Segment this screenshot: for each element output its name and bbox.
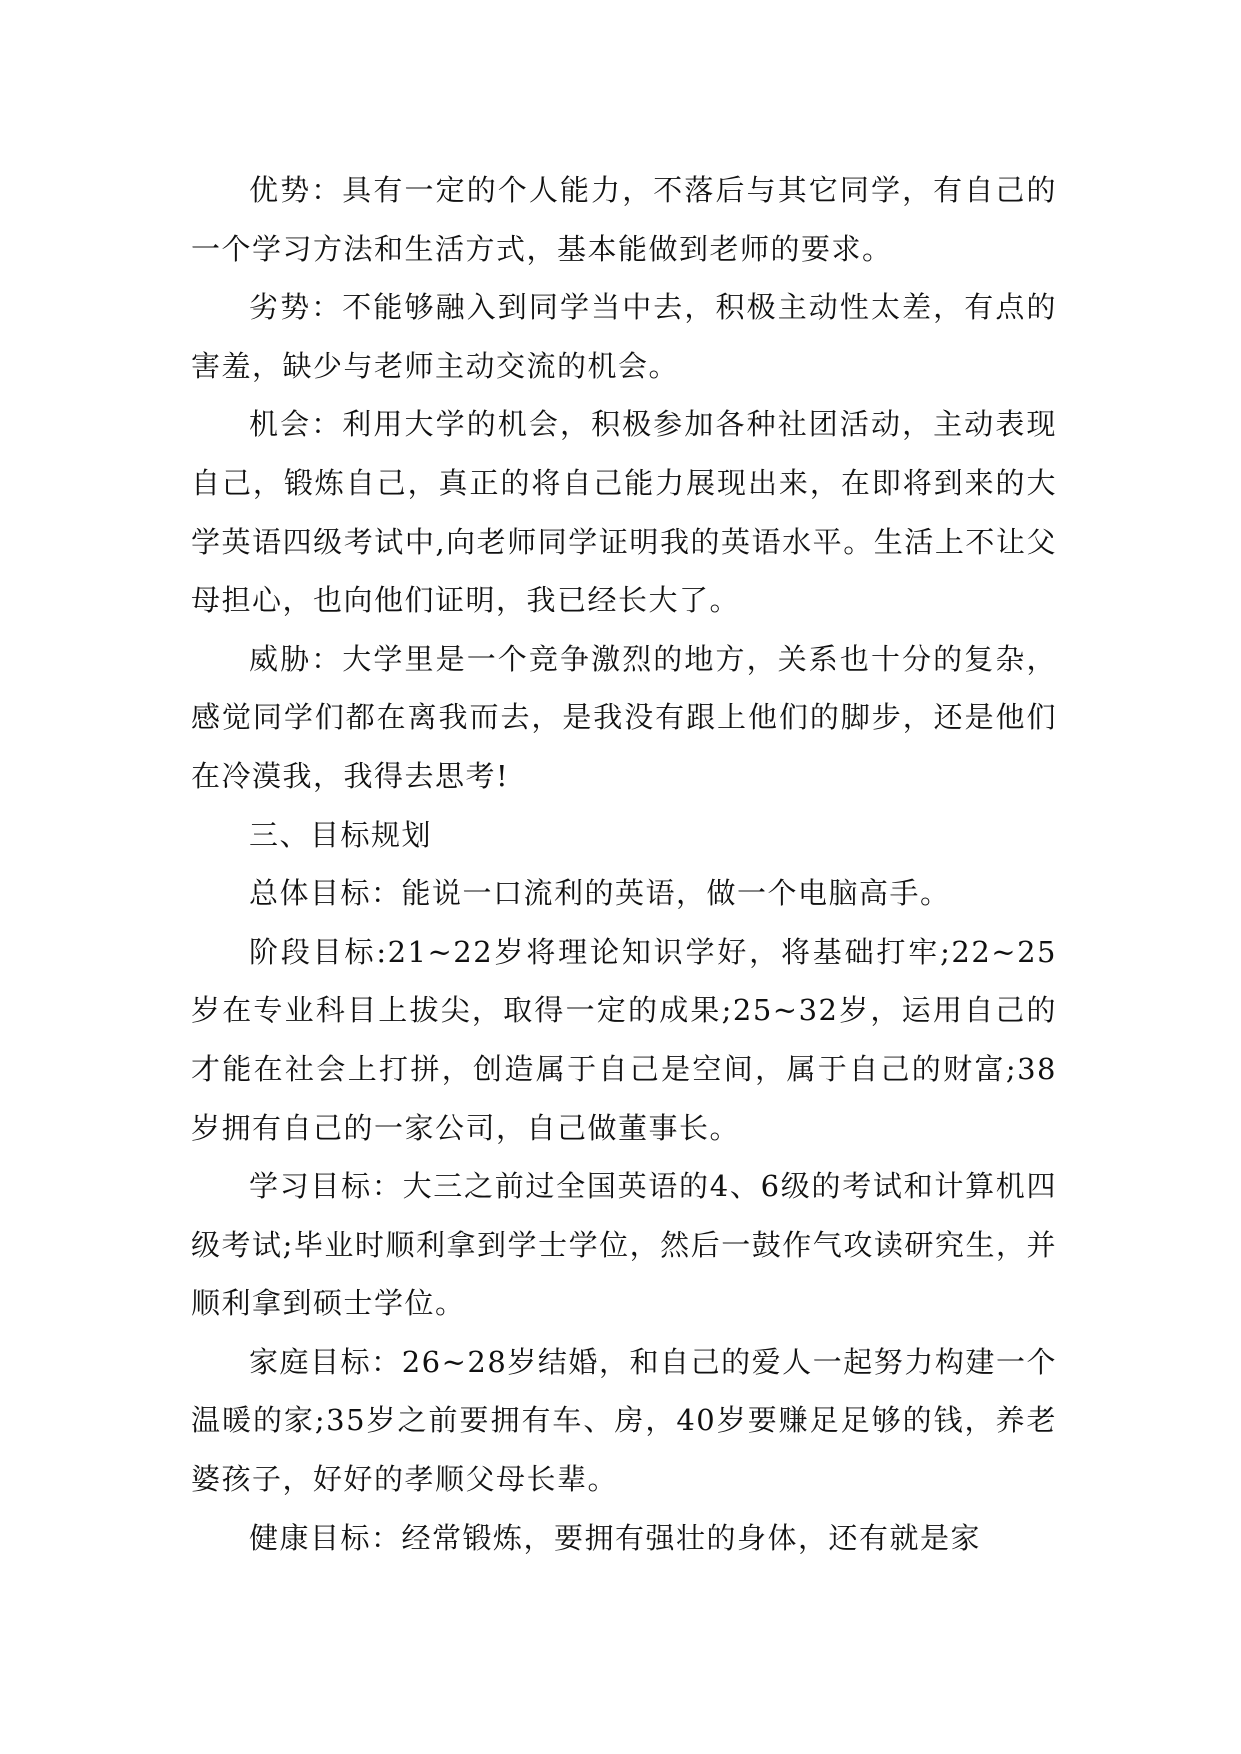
paragraph-family-goals: 家庭目标：26~28岁结婚，和自己的爱人一起努力构建一个温暖的家;35岁之前要拥有车、房，40岁要赚足足够的钱，养老婆孩子，好好的孝顺父母长辈。 [191,1344,1057,1497]
document-body [191,161,1057,1567]
paragraph-strengths: 优势：具有一定的个人能力，不落后与其它同学，有自己的一个学习方法和生活方式，基本能做到老师的要求。 [191,173,1057,266]
paragraph-threats: 威胁：大学里是一个竞争激烈的地方，关系也十分的复杂，感觉同学们都在离我而去，是我没有跟上他们的脚步，还是他们在冷漠我，我得去思考! [191,641,1057,793]
section-heading-goal-planning: 三、目标规划 [249,817,433,852]
paragraph-opportunities: 机会：利用大学的机会，积极参加各种社团活动，主动表现自己，锻炼自己，真正的将自己能力展现出来，在即将到来的大学英语四级考试中,向老师同学证明我的英语水平。生活上不让父母担心，也向他们证明，我已经长大了。 [191,407,1057,618]
paragraph-study-goals: 学习目标：大三之前过全国英语的4、6级的考试和计算机四级考试;毕业时顺利拿到学士学位，然后一鼓作气攻读研究生，并顺利拿到硕士学位。 [191,1169,1057,1321]
paragraph-stage-goals: 阶段目标:21~22岁将理论知识学好，将基础打牢;22~25岁在专业科目上拔尖，取得一定的成果;25~32岁，运用自己的才能在社会上打拼，创造属于自己是空间，属于自己的财富;38岁拥有自己的一家公司，自己做董事长。 [191,934,1057,1145]
paragraph-weaknesses: 劣势：不能够融入到同学当中去，积极主动性太差，有点的害羞，缺少与老师主动交流的机会。 [191,290,1057,383]
paragraph-overall-goal: 总体目标：能说一口流利的英语，做一个电脑高手。 [249,876,951,911]
paragraph-health-goals: 健康目标：经常锻炼，要拥有强壮的身体，还有就是家 [249,1520,982,1555]
